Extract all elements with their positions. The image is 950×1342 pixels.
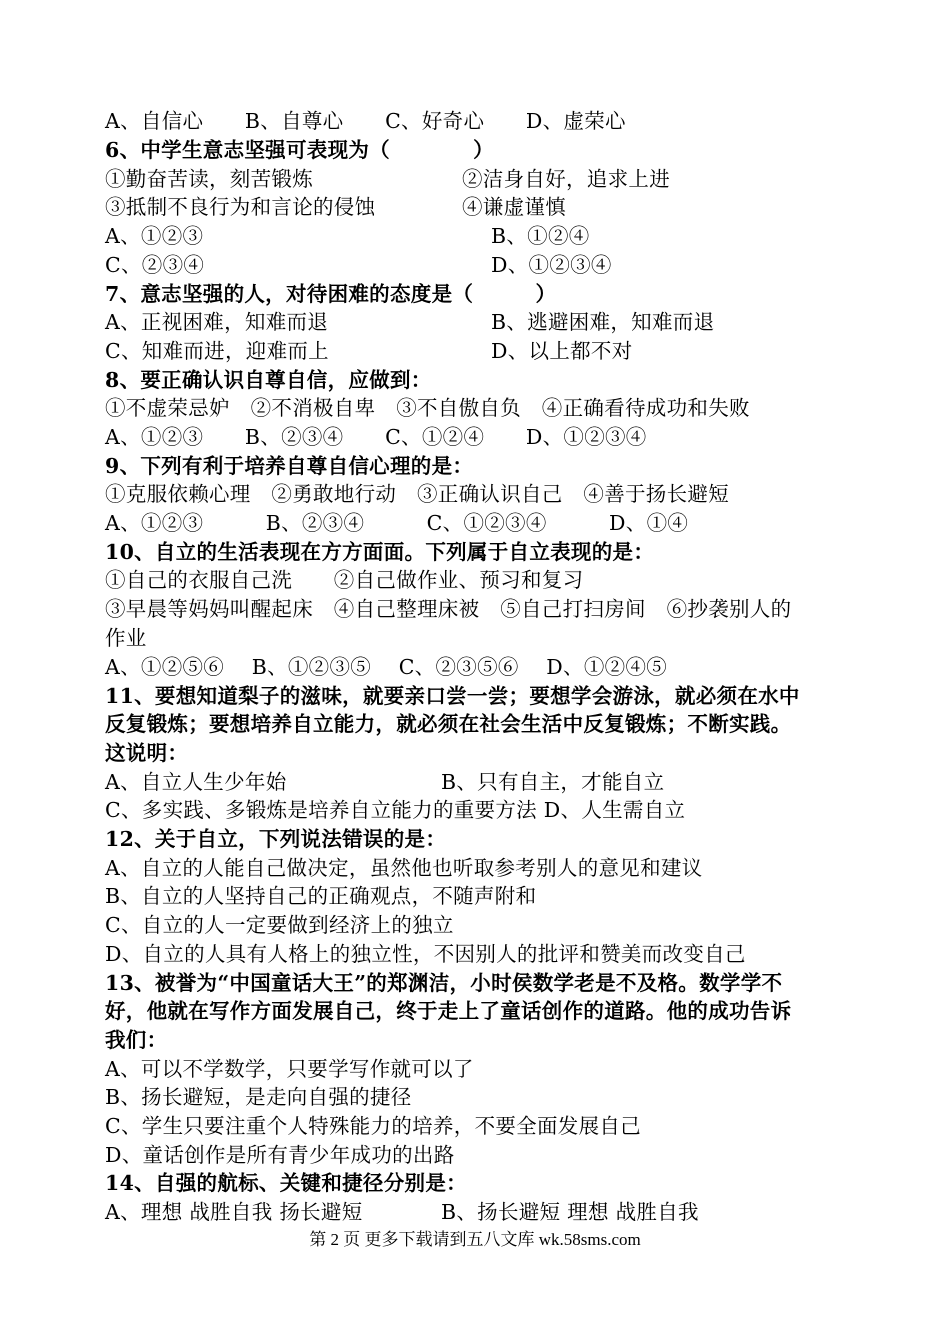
q6-option-row-2 bbox=[105, 251, 612, 279]
q7-option-d: D、以上都不对 bbox=[491, 339, 633, 363]
question-13-line-2: 好，他就在写作方面发展自己，终于走上了童话创作的道路。他的成功告诉 bbox=[105, 999, 792, 1023]
q6-option-row-1 bbox=[105, 222, 590, 250]
q8-items: ①不虚荣忌妒 ②不消极自卑 ③不自傲自负 ④正确看待成功和失败 bbox=[105, 396, 750, 420]
q10-items-3: 作业 bbox=[105, 626, 147, 650]
q14-option-b: B、扬长避短 理想 战胜自我 bbox=[441, 1200, 699, 1224]
q6-item-3: ③抵制不良行为和言论的侵蚀 bbox=[105, 195, 376, 219]
q11-option-a: A、自立人生少年始 bbox=[105, 770, 287, 794]
q11-option-b: B、只有自主，才能自立 bbox=[441, 770, 665, 794]
question-11-line-3: 这说明： bbox=[105, 741, 189, 765]
q7-option-row-2 bbox=[105, 337, 633, 365]
q14-option-row-1 bbox=[105, 1198, 699, 1226]
q13-option-d: D、童话创作是所有青少年成功的出路 bbox=[105, 1143, 455, 1167]
question-12: 12、关于自立，下列说法错误的是： bbox=[105, 827, 447, 851]
q9-items: ①克服依赖心理 ②勇敢地行动 ③正确认识自己 ④善于扬长避短 bbox=[105, 482, 729, 506]
q5-options: A、自信心 B、自尊心 C、好奇心 D、虚荣心 bbox=[105, 109, 626, 133]
q12-option-d: D、自立的人具有人格上的独立性，不因别人的批评和赞美而改变自己 bbox=[105, 942, 746, 966]
q10-items-2: ③早晨等妈妈叫醒起床 ④自己整理床被 ⑤自己打扫房间 ⑥抄袭别人的 bbox=[105, 597, 792, 621]
q6-item-4: ④谦虚谨慎 bbox=[462, 195, 566, 219]
q6-item-1: ①勤奋苦读，刻苦锻炼 bbox=[105, 167, 313, 191]
q7-option-row-1 bbox=[105, 308, 715, 336]
q12-option-c: C、自立的人一定要做到经济上的独立 bbox=[105, 913, 454, 937]
q13-option-b: B、扬长避短，是走向自强的捷径 bbox=[105, 1085, 412, 1109]
question-13-line-1: 13、被誉为“中国童话大王”的郑渊洁，小时侯数学老是不及格。数学学不 bbox=[105, 971, 783, 995]
q12-option-a: A、自立的人能自己做决定，虽然他也听取参考别人的意见和建议 bbox=[105, 856, 703, 880]
q6-option-d: D、①②③④ bbox=[491, 253, 612, 277]
question-14: 14、自强的航标、关键和捷径分别是： bbox=[105, 1171, 467, 1195]
page-footer: 第 2 页 更多下载请到五八文库 wk.58sms.com bbox=[309, 1230, 641, 1249]
q6-option-b: B、①②④ bbox=[491, 224, 590, 248]
question-10: 10、自立的生活表现在方方面面。下列属于自立表现的是： bbox=[105, 540, 655, 564]
q11-option-row-1 bbox=[105, 768, 665, 796]
q10-items-1: ①自己的衣服自己洗 ②自己做作业、预习和复习 bbox=[105, 568, 584, 592]
q7-option-b: B、逃避困难，知难而退 bbox=[491, 310, 715, 334]
question-11-line-1: 11、要想知道梨子的滋味，就要亲口尝一尝；要想学会游泳，就必须在水中 bbox=[105, 684, 800, 708]
q9-options: A、①②③ B、②③④ C、①②③④ D、①④ bbox=[105, 511, 689, 535]
q7-option-a: A、正视困难，知难而退 bbox=[105, 310, 329, 334]
question-8: 8、要正确认识自尊自信，应做到： bbox=[105, 368, 432, 392]
q8-options: A、①②③ B、②③④ C、①②④ D、①②③④ bbox=[105, 425, 647, 449]
q6-item-row-2 bbox=[105, 193, 566, 221]
q6-item-row-1 bbox=[105, 165, 670, 193]
q12-option-b: B、自立的人坚持自己的正确观点，不随声附和 bbox=[105, 884, 537, 908]
question-13-line-3: 我们： bbox=[105, 1028, 168, 1052]
q13-option-c: C、学生只要注重个人特殊能力的培养，不要全面发展自己 bbox=[105, 1114, 641, 1138]
question-6: 6、中学生意志坚强可表现为（ ） bbox=[105, 138, 494, 162]
q7-option-c: C、知难而进，迎难而上 bbox=[105, 339, 329, 363]
q13-option-a: A、可以不学数学，只要学写作就可以了 bbox=[105, 1057, 474, 1081]
question-7: 7、意志坚强的人，对待困难的态度是（ ） bbox=[105, 282, 557, 306]
question-11-line-2: 反复锻炼；要想培养自立能力，就必须在社会生活中反复锻炼；不断实践。 bbox=[105, 712, 792, 736]
q6-option-a: A、①②③ bbox=[105, 224, 204, 248]
q10-options: A、①②⑤⑥ B、①②③⑤ C、②③⑤⑥ D、①②④⑤ bbox=[105, 655, 668, 679]
question-9: 9、下列有利于培养自尊自信心理的是： bbox=[105, 454, 474, 478]
q6-option-c: C、②③④ bbox=[105, 253, 205, 277]
q6-item-2: ②洁身自好，追求上进 bbox=[462, 167, 670, 191]
q14-option-a: A、理想 战胜自我 扬长避短 bbox=[105, 1200, 363, 1224]
q11-option-row-2: C、多实践、多锻炼是培养自立能力的重要方法 D、人生需自立 bbox=[105, 798, 686, 822]
